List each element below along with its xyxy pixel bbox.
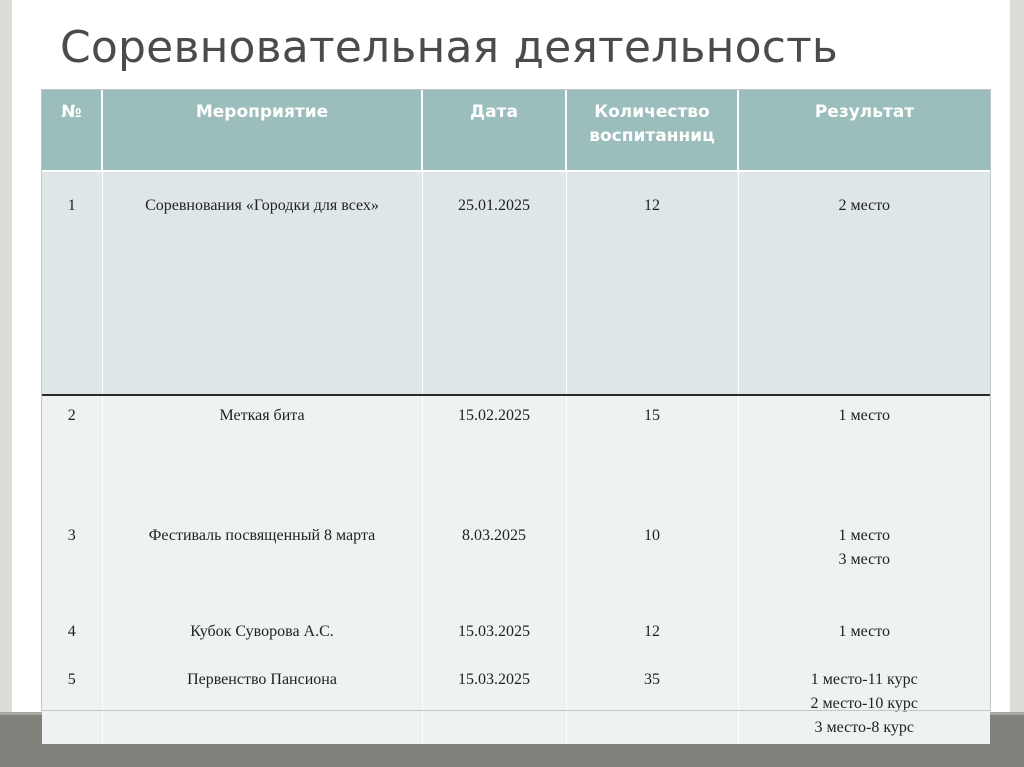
cell-number: 2	[67, 407, 76, 424]
competition-table	[42, 90, 990, 744]
cell-event: Кубок Суворова А.С.	[190, 623, 334, 640]
cell-event: Фестиваль посвященный 8 марта	[148, 527, 376, 544]
cell-date: 25.01.2025	[422, 171, 566, 395]
cell-result: 1 место	[838, 623, 890, 640]
cell-date: 8.03.2025	[462, 527, 526, 544]
header-count: Количество воспитанниц	[566, 90, 738, 171]
cell-number: 4	[67, 623, 76, 640]
cell-count: 15	[644, 407, 660, 424]
table-row	[42, 171, 990, 395]
cell-number: 5	[67, 671, 76, 688]
cell-number-group	[42, 395, 102, 744]
slide-title: Соревновательная деятельность	[60, 22, 839, 73]
cell-date-group	[422, 395, 566, 744]
cell-number: 3	[67, 527, 76, 544]
table-row-group	[42, 395, 990, 744]
header-number: №	[42, 90, 102, 171]
table-header-row	[42, 90, 990, 171]
cell-count-group	[566, 395, 738, 744]
header-date: Дата	[422, 90, 566, 171]
cell-event: Первенство Пансиона	[187, 671, 337, 688]
cell-count: 12	[644, 623, 660, 640]
cell-result: 1 место 3 место	[838, 527, 890, 568]
cell-date: 15.03.2025	[458, 623, 530, 640]
cell-result-group	[738, 395, 990, 744]
cell-event: Меткая бита	[219, 407, 305, 424]
cell-count: 10	[644, 527, 660, 544]
cell-date: 15.03.2025	[458, 671, 530, 688]
cell-result: 1 место-11 курс 2 место-10 курс 3 место-8 курс	[810, 671, 918, 736]
header-event: Мероприятие	[102, 90, 422, 171]
cell-number: 1	[42, 171, 102, 395]
cell-count: 35	[644, 671, 660, 688]
cell-date: 15.02.2025	[458, 407, 530, 424]
cell-result: 1 место	[838, 407, 890, 424]
header-result: Результат	[738, 90, 990, 171]
cell-result: 2 место	[738, 171, 990, 395]
cell-count: 12	[566, 171, 738, 395]
cell-event-group	[102, 395, 422, 744]
cell-event: Соревнования «Городки для всех»	[102, 171, 422, 395]
